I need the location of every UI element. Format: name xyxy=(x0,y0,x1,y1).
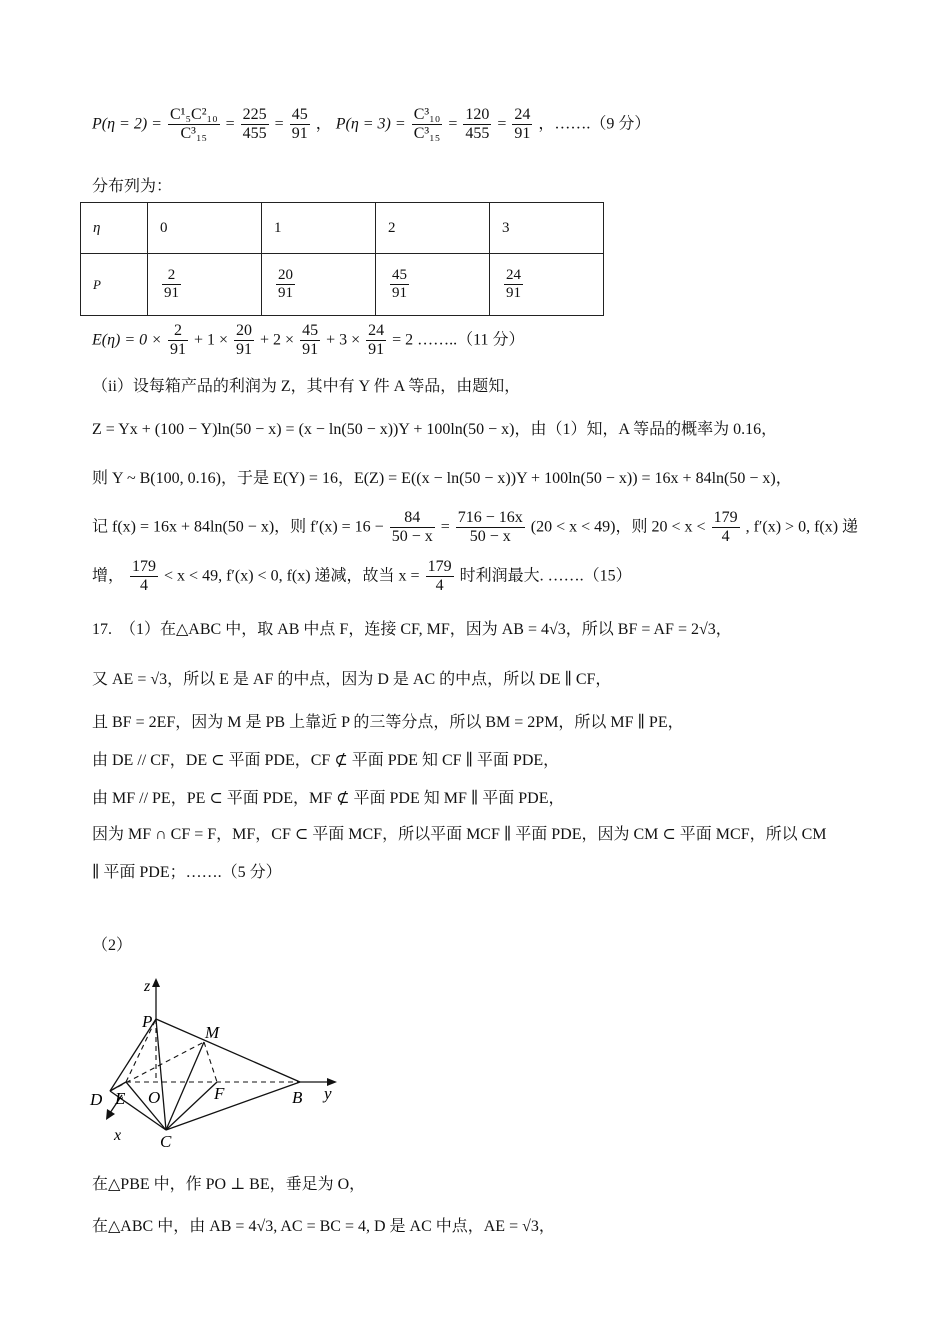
fraction-45-91 xyxy=(290,106,310,144)
frac-denominator: 50 − x xyxy=(469,528,511,546)
q17-line-7: ∥ 平面 PDE；…….（5 分） xyxy=(92,864,282,881)
table-cell: 0 xyxy=(148,203,262,254)
eta-header: η xyxy=(81,203,148,254)
frac-numerator: 225 xyxy=(241,106,269,125)
score-note-11: = 2 ……..（11 分） xyxy=(392,331,525,349)
table-row xyxy=(81,254,604,316)
p-eta-3-label: P(η = 3) = xyxy=(335,115,406,133)
distribution-table xyxy=(80,202,604,316)
frac-numerator: 20 xyxy=(234,322,254,341)
frac-numerator: 24 xyxy=(366,322,386,341)
table-cell: 1 xyxy=(262,203,376,254)
monotonic-text: , f′(x) > 0, f(x) 递 xyxy=(745,518,859,536)
edge-pb xyxy=(156,1019,300,1082)
edge-pc xyxy=(156,1019,166,1130)
frac-denominator: 91 xyxy=(368,341,385,359)
q17-line-5: 由 MF // PE，PE ⊂ 平面 PDE，MF ⊄ 平面 PDE 知 MF ∥ 平面 PDE， xyxy=(92,790,565,807)
label-z: z xyxy=(144,978,151,995)
fraction xyxy=(390,509,435,547)
comb-numerator: C¹₅C²₁₀ xyxy=(168,106,220,125)
term-operator: + 2 × xyxy=(260,331,295,349)
label-x: x xyxy=(114,1127,122,1144)
label-e: E xyxy=(115,1089,126,1108)
table-cell xyxy=(262,254,376,316)
q17-line-4: 由 DE // CF，DE ⊂ 平面 PDE，CF ⊄ 平面 PDE 知 CF ∥ 平面 PDE， xyxy=(92,752,560,769)
frac-numerator: 2 xyxy=(162,267,181,285)
derivative-line xyxy=(92,509,858,547)
frac-numerator: 2 xyxy=(168,322,188,341)
z-arrow-icon xyxy=(152,978,160,987)
frac-denominator: 91 xyxy=(236,341,253,359)
label-o: O xyxy=(148,1088,161,1107)
fraction xyxy=(168,322,188,360)
prob-fraction xyxy=(276,267,295,303)
edge-cb xyxy=(166,1082,300,1130)
fraction xyxy=(130,558,158,596)
frac-denominator: 4 xyxy=(721,528,730,546)
label-d: D xyxy=(90,1090,103,1109)
fraction xyxy=(366,322,386,360)
term-operator: + 1 × xyxy=(193,331,229,349)
label-p: P xyxy=(142,1012,153,1031)
comb-denominator: C³₁₅ xyxy=(413,125,441,143)
table-cell: 2 xyxy=(376,203,490,254)
combination-fraction-3 xyxy=(412,106,443,144)
label-f: F xyxy=(214,1084,225,1103)
equals-sign: = xyxy=(497,115,507,133)
label-m: M xyxy=(205,1023,220,1042)
frac-denominator: 455 xyxy=(465,125,490,143)
fraction-24-91 xyxy=(512,106,532,144)
fraction-225-455 xyxy=(241,106,269,144)
frac-numerator: 24 xyxy=(504,267,523,285)
derivative-text: 记 f(x) = 16x + 84ln(50 − x)，则 f′(x) = 16 − xyxy=(92,518,384,536)
table-cell xyxy=(376,254,490,316)
table-cell xyxy=(148,254,262,316)
frac-denominator: 91 xyxy=(506,285,521,301)
expectation-lhs: E(η) = 0 × xyxy=(92,331,162,349)
score-note-9: ，…….（9 分） xyxy=(538,115,651,133)
equals-sign: = xyxy=(225,115,235,133)
frac-numerator: 24 xyxy=(512,106,532,125)
frac-denominator: 91 xyxy=(392,285,407,301)
part-ii-intro: （ii）设每箱产品的利润为 Z，其中有 Y 件 A 等品，由题知， xyxy=(92,378,521,395)
fraction xyxy=(300,322,320,360)
frac-denominator: 91 xyxy=(302,341,319,359)
separator: ， xyxy=(315,115,332,133)
geometry-figure xyxy=(88,975,358,1155)
frac-numerator: 716 − 16x xyxy=(456,509,525,528)
label-y: y xyxy=(324,1084,332,1103)
frac-numerator: 45 xyxy=(390,267,409,285)
expectation-line xyxy=(92,322,525,360)
frac-denominator: 4 xyxy=(435,577,444,595)
frac-numerator: 179 xyxy=(712,509,740,528)
frac-numerator: 45 xyxy=(300,322,320,341)
frac-denominator: 91 xyxy=(278,285,293,301)
fraction-120-455 xyxy=(463,106,491,144)
frac-denominator: 50 − x xyxy=(391,528,433,546)
frac-numerator: 20 xyxy=(276,267,295,285)
frac-numerator: 179 xyxy=(426,558,454,577)
fraction xyxy=(456,509,525,547)
q17-line-2: 又 AE = √3，所以 E 是 AF 的中点，因为 D 是 AC 的中点，所以 DE ∥ CF， xyxy=(92,671,612,688)
monotonic-line xyxy=(92,558,632,596)
p-header: P xyxy=(81,254,148,316)
table-row xyxy=(81,203,604,254)
frac-numerator: 84 xyxy=(390,509,435,528)
dist-label: 分布列为： xyxy=(92,178,173,195)
pbe-line: 在△PBE 中，作 PO ⊥ BE，垂足为 O， xyxy=(92,1176,366,1193)
binomial-line: 则 Y ~ B(100, 0.16)，于是 E(Y) = 16，E(Z) = E((x − ln(50 − x))Y + 100ln(50 − x)) = 16x + 84ln(50 − x)， xyxy=(92,470,792,487)
equals-sign: = xyxy=(274,115,284,133)
prob-line-eta-2-3 xyxy=(92,106,650,144)
part-2-label: （2） xyxy=(92,937,133,954)
prob-fraction xyxy=(162,267,181,303)
table-cell xyxy=(490,254,604,316)
domain-text: (20 < x < 49)，则 20 < x < xyxy=(530,518,706,536)
prob-fraction xyxy=(504,267,523,303)
label-b: B xyxy=(292,1088,303,1107)
equals-sign: = xyxy=(440,518,450,536)
frac-denominator: 455 xyxy=(242,125,267,143)
comb-numerator: C³₁₀ xyxy=(412,106,443,125)
equals-sign: = xyxy=(448,115,458,133)
frac-denominator: 91 xyxy=(164,285,179,301)
inc-text: 增， xyxy=(92,567,125,585)
q17-line-6: 因为 MF ∩ CF = F，MF，CF ⊂ 平面 MCF，所以平面 MCF ∥ 平面 PDE，因为 CM ⊂ 平面 MCF，所以 CM xyxy=(92,826,827,843)
z-definition-line: Z = Yx + (100 − Y)ln(50 − x) = (x − ln(50 − x))Y + 100ln(50 − x)，由（1）知，A 等品的概率为 0.16， xyxy=(92,421,778,438)
frac-denominator: 91 xyxy=(169,341,186,359)
q17-line-1: 17. （1）在△ABC 中，取 AB 中点 F，连接 CF, MF，因为 AB = 4√3，所以 BF = AF = 2√3， xyxy=(92,621,732,638)
combination-fraction xyxy=(168,106,220,144)
frac-denominator: 91 xyxy=(291,125,308,143)
frac-numerator: 45 xyxy=(290,106,310,125)
fraction xyxy=(712,509,740,547)
label-c: C xyxy=(160,1132,172,1151)
term-operator: + 3 × xyxy=(326,331,361,349)
frac-numerator: 179 xyxy=(130,558,158,577)
dec-text: < x < 49, f′(x) < 0, f(x) 递减，故当 x = xyxy=(164,567,420,585)
abc-line: 在△ABC 中，由 AB = 4√3, AC = BC = 4, D 是 AC 中点，AE = √3， xyxy=(92,1218,555,1235)
frac-denominator: 91 xyxy=(514,125,531,143)
table-cell: 3 xyxy=(490,203,604,254)
frac-denominator: 4 xyxy=(140,577,149,595)
fraction xyxy=(234,322,254,360)
edge-cf xyxy=(166,1082,217,1130)
p-eta-2-label: P(η = 2) = xyxy=(92,115,162,133)
edge-cm xyxy=(166,1042,204,1130)
x-arrow-icon xyxy=(106,1109,115,1120)
comb-denominator: C³₁₅ xyxy=(180,125,208,143)
conclusion-text: 时利润最大. …….（15） xyxy=(459,567,632,585)
frac-numerator: 120 xyxy=(463,106,491,125)
q17-line-3: 且 BF = 2EF，因为 M 是 PB 上靠近 P 的三等分点，所以 BM = 2PM，所以 MF ∥ PE， xyxy=(92,714,684,731)
dashed-mf xyxy=(204,1042,217,1082)
prob-fraction xyxy=(390,267,409,303)
fraction xyxy=(426,558,454,596)
